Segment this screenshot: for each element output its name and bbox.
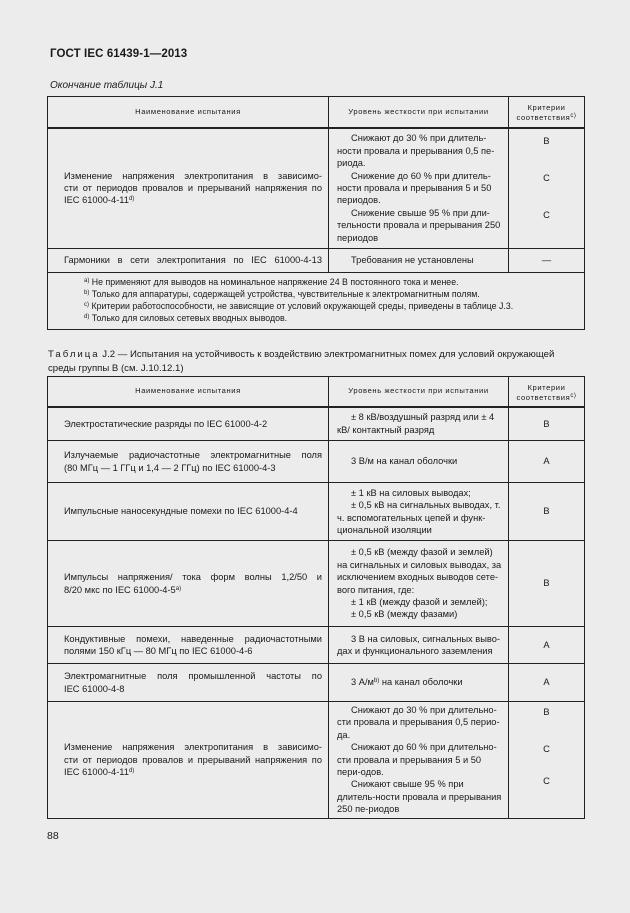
footnotes-row xyxy=(48,273,585,330)
table-header-row xyxy=(48,97,585,128)
document-header: ГОСТ IEC 61439-1—2013 xyxy=(50,48,188,60)
column-header-name: Наименование испытания xyxy=(48,377,329,407)
row-test-name: Импульсные наносекундные помехи по IEC 61000-4-4 xyxy=(48,483,329,541)
row-criteria: B C C xyxy=(509,128,585,249)
row-criteria: B xyxy=(509,483,585,541)
row-criteria: A xyxy=(509,627,585,664)
row-test-name: Изменение напряжения электропитания в зависимо- сти от периодов провалов и прерываний напряжения по IEC 61000-4-11$^{d)}$ xyxy=(48,128,329,249)
row-test-name: Гармоники в сети электропитания по IEC 61000-4-13 xyxy=(48,249,329,273)
column-header-criteria: Критерии соответствия$^{c)}$ xyxy=(509,377,585,407)
row-test-name: Электростатические разряды по IEC 61000-4-2 xyxy=(48,407,329,441)
row-test-level: Требования не установлены xyxy=(329,249,509,273)
table-row xyxy=(48,541,585,627)
row-test-level: 3 $А/м^{b)}$ на канал оболочки xyxy=(329,664,509,702)
table-row xyxy=(48,627,585,664)
table-row xyxy=(48,664,585,702)
row-test-level: Снижают до 30 % при длитель-ности провала и прерывания 0,5 пе-риода. Снижение до 60 % при длитель-ности провала и прерывания 5 и 50 периодов. Снижение свыше 95 % при дли-тельности провала и прерывания 250 периодов xyxy=(329,128,509,249)
table-row xyxy=(48,483,585,541)
row-test-level: ± 1 кВ на силовых выводах; ± 0,5 кВ на сигнальных выводах, т. ч. вспомогательных цепей и функ-циональной изоляции xyxy=(329,483,509,541)
row-test-level: Снижают до 30 % при длительно-сти провала и прерывания 0,5 перио-да. Снижают до 60 % при длительно-сти провала и прерывания 5 и 50 пери-одов. Снижают свыше 95 % при длитель-ности провала и прерывания 250 пе-риодов xyxy=(329,702,509,819)
row-criteria: B C C xyxy=(509,702,585,819)
table-row xyxy=(48,249,585,273)
table-row xyxy=(48,128,585,249)
table-j1 xyxy=(47,96,585,330)
table-footnotes xyxy=(48,273,585,330)
row-test-level: 3 В на силовых, сигнальных выво-дах и функционального заземления xyxy=(329,627,509,664)
row-test-level: ± 0,5 кВ (между фазой и землей) на сигнальных и силовых выводах, за исключением входных выводов сете-вого питания, где: ± 1 кВ (между фазой и землей); ± 0,5 кВ (между фазами) xyxy=(329,541,509,627)
table-header-row xyxy=(48,377,585,407)
footnote: $^{c)}$ Критерии работоспособности, не зависящие от условий окружающей среды, приведены в таблице J.3. xyxy=(84,301,514,311)
row-test-name: Изменение напряжения электропитания в зависимо- сти от периодов провалов и прерываний напряжения по IEC 61000-4-11$^{d)}$ xyxy=(48,702,329,819)
row-test-name: Импульсы напряжения/ тока форм волны 1,2/50 и 8/20 мкс по IEC 61000-4-5$^{a)}$ xyxy=(48,541,329,627)
row-criteria: B xyxy=(509,541,585,627)
footnote: $^{a)}$ Не применяют для выводов на номинальное напряжение 24 В постоянного тока и менее. xyxy=(84,277,459,288)
row-criteria: A xyxy=(509,441,585,483)
row-criteria: — xyxy=(509,249,585,273)
column-header-criteria: Критерии соответствия$^{c)}$ xyxy=(509,97,585,128)
row-criteria: A xyxy=(509,664,585,702)
row-test-level: 3 В/м на канал оболочки xyxy=(329,441,509,483)
table-row xyxy=(48,407,585,441)
column-header-level: Уровень жесткости при испытании xyxy=(329,97,509,128)
table-continuation-label: Окончание таблицы J.1 xyxy=(50,80,164,91)
row-criteria: B xyxy=(509,407,585,441)
row-test-level: ± 8 кВ/воздушный разряд или ± 4 кВ/ контактный разряд xyxy=(329,407,509,441)
row-test-name: Кондуктивные помехи, наведенные радиочастотными полями 150 кГц — 80 МГц по IEC 61000-4-6 xyxy=(48,627,329,664)
table-row xyxy=(48,702,585,819)
row-test-name: Излучаемые радиочастотные электромагнитные поля (80 МГц — 1 ГГц и 1,4 — 2 ГГц) по IEC 61000-4-3 xyxy=(48,441,329,483)
footnote: $^{d)}$ Только для силовых сетевых вводных выводов. xyxy=(84,312,288,323)
table-row xyxy=(48,441,585,483)
footnote: $^{b)}$ Только для аппаратуры, содержащей устройства, чувствительные к электромагнитным полям. xyxy=(84,289,480,300)
page-number: 88 xyxy=(47,830,59,842)
row-test-name: Электромагнитные поля промышленной частоты по IEC 61000-4-8 xyxy=(48,664,329,702)
table-j2 xyxy=(47,376,585,819)
table-caption: Таблица J.2 — Испытания на устойчивость к воздействию электромагнитных помех для условий окружающей среды группы В (см. J.10.12.1) xyxy=(48,349,555,374)
column-header-level: Уровень жесткости при испытании xyxy=(329,377,509,407)
column-header-name: Наименование испытания xyxy=(48,97,329,128)
